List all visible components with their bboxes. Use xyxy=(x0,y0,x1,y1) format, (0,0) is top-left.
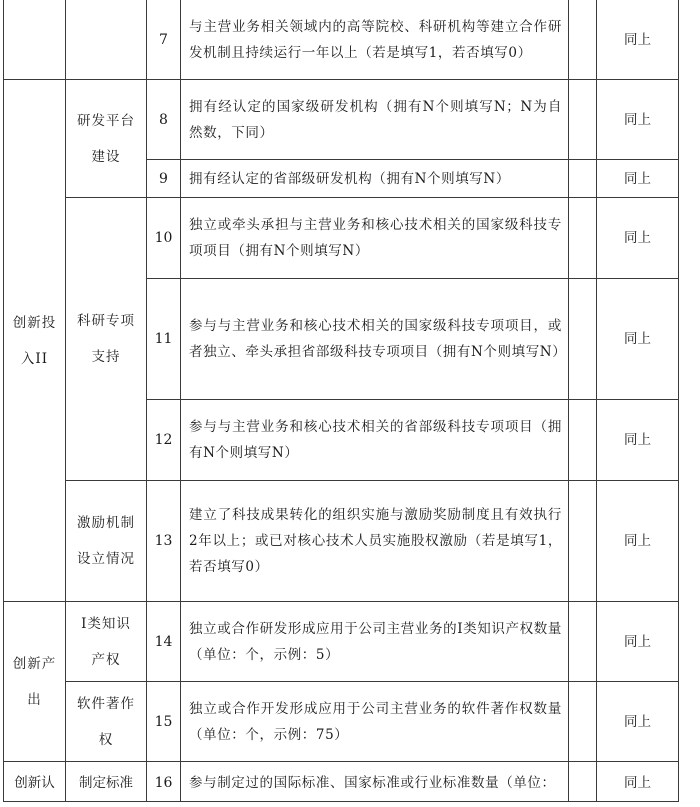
table-row xyxy=(4,602,679,682)
row-number: 7 xyxy=(147,0,181,80)
group-innovation-recognition: 创新认 xyxy=(4,762,66,802)
group-innovation-output xyxy=(4,602,66,762)
table-row xyxy=(4,80,679,160)
group-label: 创新产出 xyxy=(12,655,57,708)
row-description: 参与与主营业务和核心技术相关的省部级科技专项项目（拥有N个则填写N） xyxy=(181,400,569,481)
row-description: 独立或牵头承担与主营业务和核心技术相关的国家级科技专项项目（拥有N个则填写N） xyxy=(181,198,569,279)
row-number: 16 xyxy=(147,762,181,802)
subgroup-standards: 制定标准 xyxy=(66,762,147,802)
row-description: 独立或合作研发形成应用于公司主营业务的Ⅰ类知识产权数量（单位：个，示例：5） xyxy=(181,602,569,682)
value-cell[interactable] xyxy=(569,0,597,80)
row-number: 11 xyxy=(147,279,181,400)
row-description: 独立或合作开发形成应用于公司主营业务的软件著作权数量（单位：个，示例：75） xyxy=(181,682,569,762)
subgroup-incentive xyxy=(66,481,147,602)
note-cell: 同上 xyxy=(597,602,679,682)
note-cell: 同上 xyxy=(597,160,679,198)
note-cell: 同上 xyxy=(597,80,679,160)
subgroup-rd-platform xyxy=(66,80,147,198)
value-cell[interactable] xyxy=(569,682,597,762)
row-number: 12 xyxy=(147,400,181,481)
value-cell[interactable] xyxy=(569,198,597,279)
subgroup-label: 软件著作权 xyxy=(77,695,135,748)
row-description: 参与与主营业务和核心技术相关的国家级科技专项项目，或者独立、牵头承担省部级科技专项项目（拥有N个则填写N） xyxy=(181,279,569,400)
table-row xyxy=(4,198,679,279)
value-cell[interactable] xyxy=(569,762,597,802)
row-number: 13 xyxy=(147,481,181,602)
value-cell[interactable] xyxy=(569,481,597,602)
subgroup-label: 研发平台建设 xyxy=(77,112,135,165)
row-description: 拥有经认定的省部级研发机构（拥有N个则填写N） xyxy=(181,160,569,198)
value-cell[interactable] xyxy=(569,602,597,682)
row-number: 8 xyxy=(147,80,181,160)
row-description: 拥有经认定的国家级研发机构（拥有N个则填写N；N为自然数，下同） xyxy=(181,80,569,160)
note-cell: 同上 xyxy=(597,400,679,481)
value-cell[interactable] xyxy=(569,400,597,481)
value-cell[interactable] xyxy=(569,80,597,160)
group-label: 创新投入II xyxy=(12,314,57,367)
value-cell[interactable] xyxy=(569,279,597,400)
note-cell: 同上 xyxy=(597,481,679,602)
subgroup-cell-empty xyxy=(66,0,147,80)
table-row xyxy=(4,762,679,802)
subgroup-label: I类知识产权 xyxy=(81,615,131,668)
value-cell[interactable] xyxy=(569,160,597,198)
table-row xyxy=(4,682,679,762)
row-number: 14 xyxy=(147,602,181,682)
table-row xyxy=(4,481,679,602)
note-cell: 同上 xyxy=(597,762,679,802)
group-cell-empty xyxy=(4,0,66,80)
note-cell: 同上 xyxy=(597,0,679,80)
row-description: 建立了科技成果转化的组织实施与激励奖励制度且有效执行2年以上；或已对核心技术人员实施股权激励（若是填写1，若否填写0） xyxy=(181,481,569,602)
subgroup-label: 科研专项支持 xyxy=(77,313,135,365)
subgroup-research-support xyxy=(66,198,147,481)
indicator-table xyxy=(3,0,679,802)
note-cell: 同上 xyxy=(597,682,679,762)
note-cell: 同上 xyxy=(597,198,679,279)
row-description: 参与制定过的国际标准、国家标准或行业标准数量（单位： xyxy=(181,762,569,802)
row-number: 9 xyxy=(147,160,181,198)
subgroup-software xyxy=(66,682,147,762)
group-innovation-input xyxy=(4,80,66,602)
row-number: 15 xyxy=(147,682,181,762)
subgroup-ip-class1 xyxy=(66,602,147,682)
table-row xyxy=(4,0,679,80)
row-number: 10 xyxy=(147,198,181,279)
subgroup-label: 激励机制设立情况 xyxy=(77,515,135,567)
note-cell: 同上 xyxy=(597,279,679,400)
row-description: 与主营业务相关领域内的高等院校、科研机构等建立合作研发机制且持续运行一年以上（若是填写1，若否填写0） xyxy=(181,0,569,80)
